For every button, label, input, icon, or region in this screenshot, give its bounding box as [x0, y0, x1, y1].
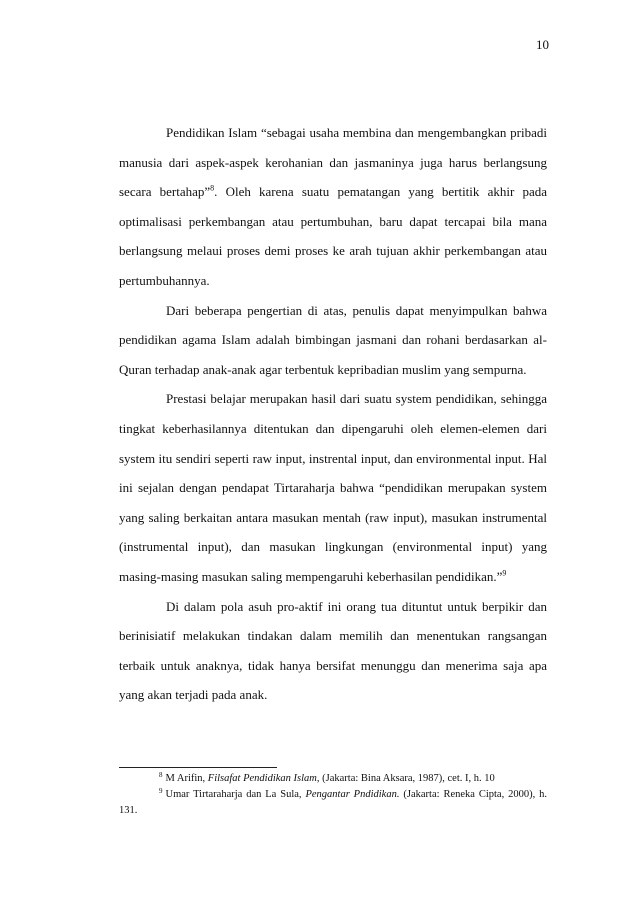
- footnote-separator: [119, 767, 277, 768]
- footnote-ref-8: 8: [210, 183, 215, 193]
- footnote-details: , (Jakarta: Bina Aksara, 1987), cet. I, h. 10: [316, 773, 495, 784]
- paragraph-1-text-cont: . Oleh karena suatu pematangan yang bertitik akhir pada optimalisasi perkembangan atau pertumbuhan, baru dapat tercapai bila mana berlangsung melaui proses demi proses ke arah tujuan akhir perkembangan atau pertumbuhannya.: [119, 184, 547, 288]
- footnote-9: [119, 787, 547, 819]
- body-text: [119, 118, 547, 710]
- paragraph-3-text: Prestasi belajar merupakan hasil dari suatu system pendidikan, sehingga tingkat keberhasilannya ditentukan dan dipengaruhi oleh elemen-elemen dari system itu sendiri seperti raw input, instrental input, dan environmental input. Hal ini sejalan dengan pendapat Tirtaraharja bahwa “pendidikan merupakan system yang saling berkaitan antara masukan mentah (raw input), masukan instrumental (instrumental input), dan masukan lingkungan (environmental input) yang masing-masing masukan saling mempengaruhi keberhasilan pendidikan.”: [119, 391, 547, 584]
- footnote-details: (Jakarta: Reneka Cipta, 2000), h. 131.: [119, 789, 548, 816]
- footnote-8: [119, 771, 547, 787]
- footnote-title: Pengantar Pndidikan.: [305, 789, 400, 800]
- page-number: 10: [536, 37, 549, 52]
- footnote-number: 8: [159, 770, 163, 779]
- footnote-author: M Arifin,: [165, 773, 208, 784]
- paragraph-1-text: Pendidikan Islam “sebagai usaha membina dan mengembangkan pribadi manusia dari aspek-aspek kerohanian dan jasmaninya juga harus berlangsung secara bertahap”: [119, 125, 547, 200]
- footnote-ref-9: 9: [502, 568, 507, 578]
- paragraph-4: Di dalam pola asuh pro-aktif ini orang tua dituntut untuk berpikir dan berinisiatif melakukan tindakan dalam memilih dan menentukan rangsangan terbaik untuk anaknya, tidak hanya bersifat menunggu dan menerima saja apa yang akan terjadi pada anak.: [119, 598, 547, 703]
- footnote-number: 9: [159, 786, 163, 795]
- footnote-title: Filsafat Pendidikan Islam: [207, 773, 317, 784]
- paragraph-1: [119, 118, 547, 296]
- paragraph-2: Dari beberapa pengertian di atas, penulis dapat menyimpulkan bahwa pendidikan agama Islam adalah bimbingan jasmani dan rohani berdasarkan al-Quran terhadap anak-anak agar terbentuk kepribadian muslim yang sempurna.: [119, 302, 547, 377]
- paragraph-3: [119, 384, 547, 591]
- footnote-author: Umar Tirtaraharja dan La Sula,: [165, 789, 306, 800]
- footnotes: [119, 771, 547, 819]
